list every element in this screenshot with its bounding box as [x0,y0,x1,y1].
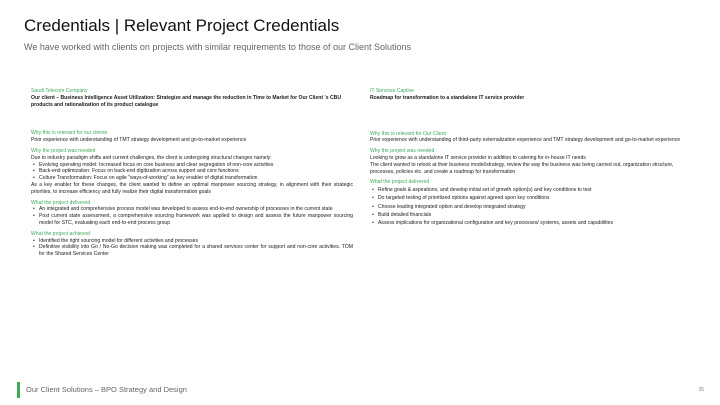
left-why-outro: As a key enabler for these changes, the client wanted to define an optimal manpower sourcing strategy, in alignment with their strategic priorities, to increase efficiency and fully realize their digital transformation goals [31,181,353,195]
left-why-bullet: • Back-end optimization: Focus on back-end digitization across support and core functions [31,168,353,175]
right-why-text-1: Looking to grow as a standalone IT service provider in addition to catering for in-house IT needs [370,154,586,161]
right-delivered-bullet: • Refine goals & aspirations, and develop initial set of growth option(s) and key conditions to test [370,186,692,194]
left-credential [31,88,353,258]
left-achieved-heading: What the project achieved [31,230,90,237]
left-why-bullet: • Evolving operating model: Increased focus on core business and clear segregation of non-core activities [31,162,353,169]
page-title: Credentials | Relevant Project Credentials [24,16,340,35]
right-delivered-bullet: • Assess implications for organizational configuration and key processes/ systems, assets and capabilities [370,219,692,227]
right-relevance-text: Prior experience with understanding of third-party externalization experience and TMT strategy development and go-to-market experience [370,137,681,144]
left-achieved-bullets [31,238,353,258]
left-relevance-heading: Why this is relevant for our clients [31,130,108,137]
right-why-text-2: The client wanted to relook at their business model/strategy, review the way the business was being carried out, organization structure, processes, policies etc. and create a roadmap for transformation [370,161,674,175]
right-relevance-heading: Why this is relevant for Our Client [370,130,446,137]
right-credential [370,88,692,227]
left-client-name: Saudi Telecom Company [31,88,88,94]
left-why-bullet: • Culture Transformation: Focus on agile "ways-of-working" as key enabler of digital transformation [31,175,353,182]
left-why-heading: Why the project was needed [31,147,96,154]
left-client-desc: Our client – Business Intelligence Asset Utilization: Strategize and manage the reduction in Time to Market for Our Client 's CBU products and rationalization of its product catalogue [31,94,342,108]
right-why-heading: Why the project was needed [370,148,435,155]
right-delivered-bullets [370,186,692,227]
right-client-desc: Roadmap for transformation to a standalone IT service provider [370,94,525,101]
page-subtitle: We have worked with clients on projects with similar requirements to those of our Client Solutions [24,42,412,52]
right-delivered-heading: What the project delivered [370,179,430,186]
right-delivered-bullet: • Build detailed financials [370,211,692,219]
left-why-bullets [31,162,353,182]
left-achieved-bullet: • Identified the right sourcing model for different activities and processes [31,238,353,245]
left-why-intro: Due to industry paradigm shifts and current challenges, the client is undergoing structural changes namely: [31,154,272,161]
left-relevance-text: Prior experience with understanding of TMT strategy development and go-to-market experience [31,137,247,144]
footer-accent-bar [17,382,20,398]
right-client-name: IT Services Captive [370,88,415,94]
page-number: 35 [698,387,704,393]
footer-text: Our Client Solutions – BPO Strategy and Design [26,385,187,394]
left-delivered-bullet: • An integrated and comprehensive process model was developed to assess end-to-end ownership of processes in the current state [31,206,353,213]
left-achieved-bullet: • Definitive visibility into Go / No-Go decision making was completed for a shared services center for support and non-core activities. TOM for the Shared Services Center [31,244,353,258]
left-delivered-bullets [31,206,353,226]
left-delivered-heading: What the project delivered [31,199,91,206]
right-delivered-bullet: • Do targeted testing of prioritized options against agreed upon key conditions [370,194,692,202]
right-delivered-bullet: • Choose leading integrated option and develop integrated strategy [370,203,692,211]
left-delivered-bullet: • Post current state assessment, a comprehensive sourcing framework was applied to design and assess the future manpower sourcing model for STC, evaluating each end-to-end process group [31,213,353,227]
